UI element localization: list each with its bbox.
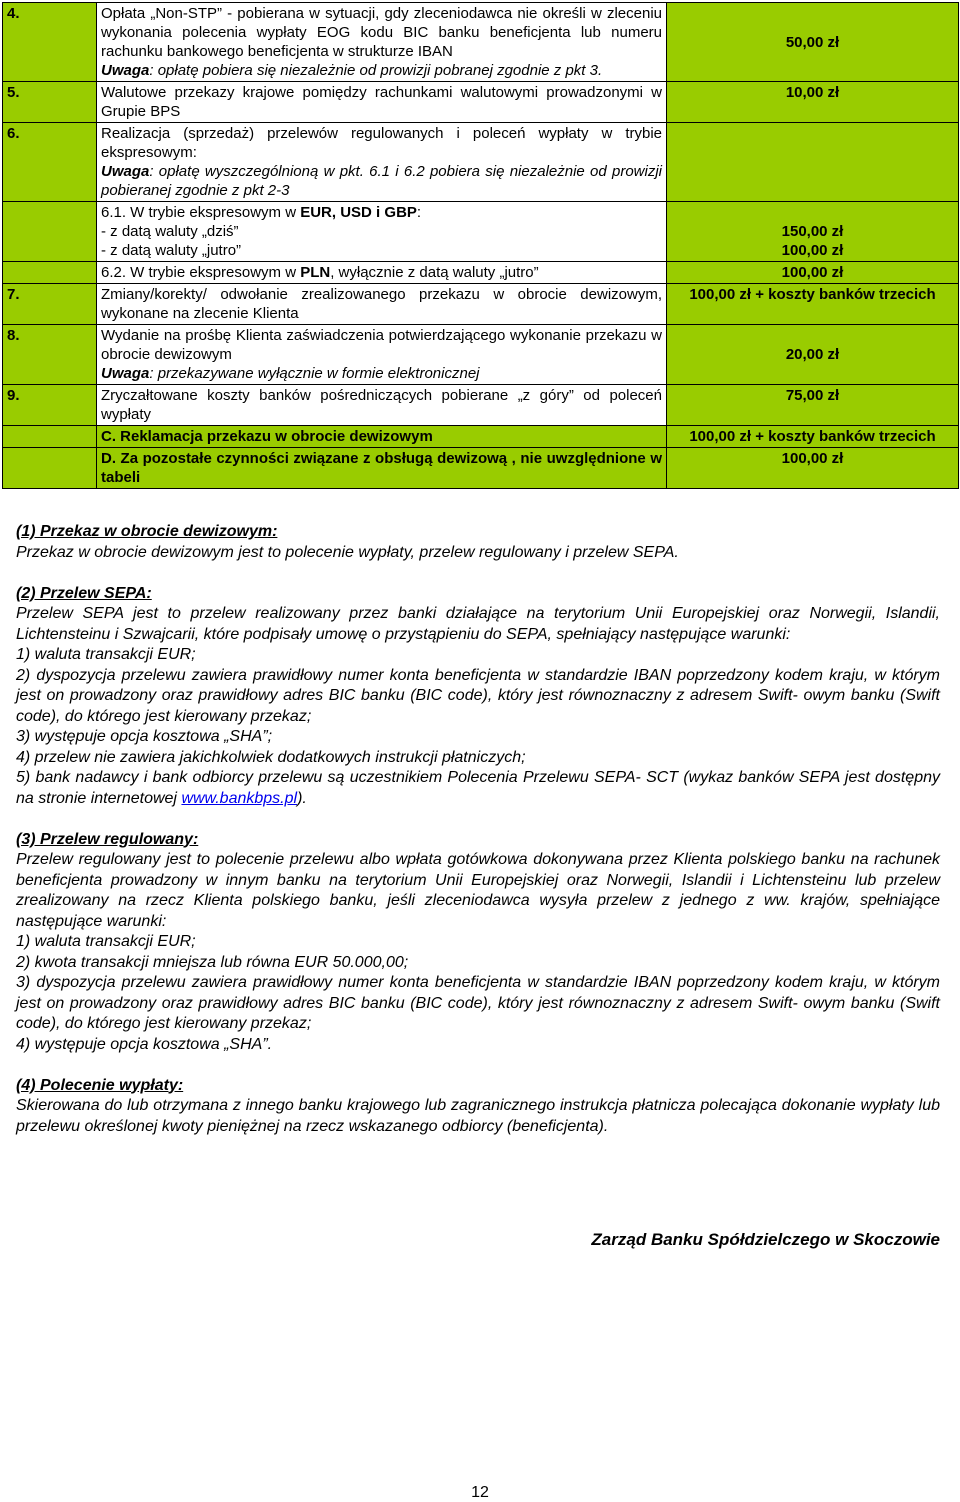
table-row [3,284,959,325]
price-today: 150,00 zł [781,223,844,240]
row-description [97,3,667,82]
row-text: Opłata „Non-STP” - pobierana w sytuacji, gdy zleceniodawca nie określi w zleceniu wykonania polecenia wypłaty EOG kodu BIC banku beneficjenta lub numeru rachunku bankowego beneficjenta w strukturze IBAN [101,5,662,60]
table-row [3,385,959,426]
table-row [3,426,959,448]
footnote-heading: (2) Przelew SEPA: [16,584,152,602]
row-number: 9. [3,385,97,426]
subitem-line: - z datą waluty „dziś” [101,223,239,240]
row-price-empty [667,123,959,202]
section-heading: C. Reklamacja przekazu w obrocie dewizowym [97,426,667,448]
subitem-colon: : [416,204,422,221]
footnote-heading: (4) Polecenie wypłaty: [16,1076,184,1094]
subitem-intro: 6.2. W trybie ekspresowym w [101,264,301,281]
row-description: Walutowe przekazy krajowe pomiędzy rachunkami walutowymi prowadzonymi w Grupie BPS [97,82,667,123]
footnote-heading: (1) Przekaz w obrocie dewizowym: [16,523,278,540]
subitem-currencies: EUR, USD i GBP [300,204,417,221]
note-text: : opłatę pobiera się niezależnie od prowizji pobranej zgodnie z pkt 3. [149,62,603,79]
row-price: 75,00 zł [667,385,959,426]
row-price: 100,00 zł + koszty banków trzecich [667,284,959,325]
note-label: Uwaga [101,62,150,79]
section-heading: D. Za pozostałe czynności związane z obsługą dewizową , nie uwzględnione w tabeli [97,448,667,489]
table-row [3,202,959,262]
row-text: Wydanie na prośbę Klienta zaświadczenia potwierdzającego wykonanie przekazu w obrocie dewizowym [101,327,662,363]
row-description [97,202,667,262]
row-price: 100,00 zł [667,262,959,284]
row-price: 100,00 zł [667,448,959,489]
row-price [667,202,959,262]
price-tomorrow: 100,00 zł [781,242,844,259]
row-number: 7. [3,284,97,325]
table-row [3,82,959,123]
row-number: 6. [3,123,97,202]
row-price: 100,00 zł + koszty banków trzecich [667,426,959,448]
row-price: 20,00 zł [667,325,959,385]
list-item: 2) dyspozycja przelewu zawiera prawidłowy numer konta beneficjenta w standardzie IBAN poprzedzony kodem kraju, w którym jest on prowadzony oraz prawidłowy adres BIC banku (BIC code), który jest równoznaczny z adresem Swift- owym banku (Swift code), do którego jest kierowany przekaz; [16,666,940,725]
row-description [97,325,667,385]
list-item: 3) dyspozycja przelewu zawiera prawidłowy numer konta beneficjenta w standardzie IBAN poprzedzony kodem kraju, w którym jest on prowadzony oraz prawidłowy adres BIC banku (BIC code), który jest równoznaczny z adresem Swift- owym banku (Swift code), do którego jest kierowany przekaz; [16,974,940,1032]
table-row [3,3,959,82]
footnote [16,830,940,1056]
footnote-body: Przelew regulowany jest to polecenie przelewu albo wpłata gotówkowa dokonywana przez Klienta polskiego banku na rachunek beneficjenta prowadzony w innym banku na terytorium Unii Europejskiej oraz Norwegii, Islandii i Lichtensteinu lub przelew zrealizowany na rzecz Klienta polskiego banku, jeśli zleceniodawca wysyła przelew z jednego z ww. krajów, spełniające następujące warunki: [16,851,940,930]
row-description [97,262,667,284]
row-number: 4. [3,3,97,82]
subitem-currency: PLN [300,264,331,281]
list-item: 3) występuje opcja kosztowa „SHA”; [16,728,273,745]
row-text: Realizacja (sprzedaż) przelewów regulowanych i poleceń wypłaty w trybie ekspresowym: [101,125,662,161]
page-number: 12 [471,1484,489,1501]
row-price: 50,00 zł [667,3,959,82]
footnote-heading: (3) Przelew regulowany: [16,830,199,848]
footnote [16,522,940,563]
row-description: Zmiany/korekty/ odwołanie zrealizowanego przekazu w obrocie dewizowym, wykonane na zlecenie Klienta [97,284,667,325]
row-description [97,123,667,202]
footnote [16,1076,940,1138]
list-item-text: 5) bank nadawcy i bank odbiorcy przelewu są uczestnikiem Polecenia Przelewu SEPA- SCT (wykaz banków SEPA jest dostępny na stronie internetowej [16,769,940,807]
table-row [3,123,959,202]
signature: Zarząd Banku Spółdzielczego w Skoczowie [591,1230,940,1249]
list-item: 2) kwota transakcji mniejsza lub równa EUR 50.000,00; [16,953,409,971]
subitem-line: - z datą waluty „jutro” [101,242,242,259]
list-item-text-end: ). [297,789,307,807]
row-number-empty [3,448,97,489]
subitem-rest: , wyłącznie z datą waluty „jutro” [330,264,539,281]
fees-table [2,2,959,489]
subitem-intro: 6.1. W trybie ekspresowym w [101,204,301,221]
note-label: Uwaga [101,365,150,382]
row-description: Zryczałtowane koszty banków pośredniczących pobierane „z góry” od poleceń wypłaty [97,385,667,426]
table-row [3,262,959,284]
row-price: 10,00 zł [667,82,959,123]
row-number: 5. [3,82,97,123]
footnote-body: Skierowana do lub otrzymana z innego banku krajowego lub zagranicznego instrukcja płatnicza polecająca dokonanie wypłaty lub przelewu określonej kwoty pieniężnej na rzecz wskazanego odbiorcy (beneficjenta). [16,1097,940,1135]
footnotes [16,522,940,1137]
list-item: 4) występuje opcja kosztowa „SHA”. [16,1035,273,1053]
row-number-empty [3,426,97,448]
note-text: : opłatę wyszczególnioną w pkt. 6.1 i 6.2 pobiera się niezależnie od prowizji pobieranej zgodnie z pkt 2-3 [101,163,662,199]
footnote [16,584,940,810]
table-row [3,325,959,385]
row-number: 8. [3,325,97,385]
footnote-body: Przelew SEPA jest to przelew realizowany przez banki działające na terytorium Unii Europejskiej oraz Norwegii, Islandii, Lichtensteinu i Szwajcarii, które podpisały umowę o przystąpieniu do SEPA, spełniający następujące warunki: [16,605,940,643]
note-label: Uwaga [101,163,150,180]
row-number-empty [3,202,97,262]
list-item: 1) waluta transakcji EUR; [16,933,196,950]
row-number-empty [3,262,97,284]
list-item [16,768,940,809]
footnote-body: Przekaz w obrocie dewizowym jest to polecenie wypłaty, przelew regulowany i przelew SEPA. [16,543,679,561]
bankbps-link[interactable]: www.bankbps.pl [181,789,298,807]
list-item: 1) waluta transakcji EUR; [16,646,196,663]
list-item: 4) przelew nie zawiera jakichkolwiek dodatkowych instrukcji płatniczych; [16,748,526,766]
note-text: : przekazywane wyłącznie w formie elektronicznej [149,365,480,382]
table-row [3,448,959,489]
